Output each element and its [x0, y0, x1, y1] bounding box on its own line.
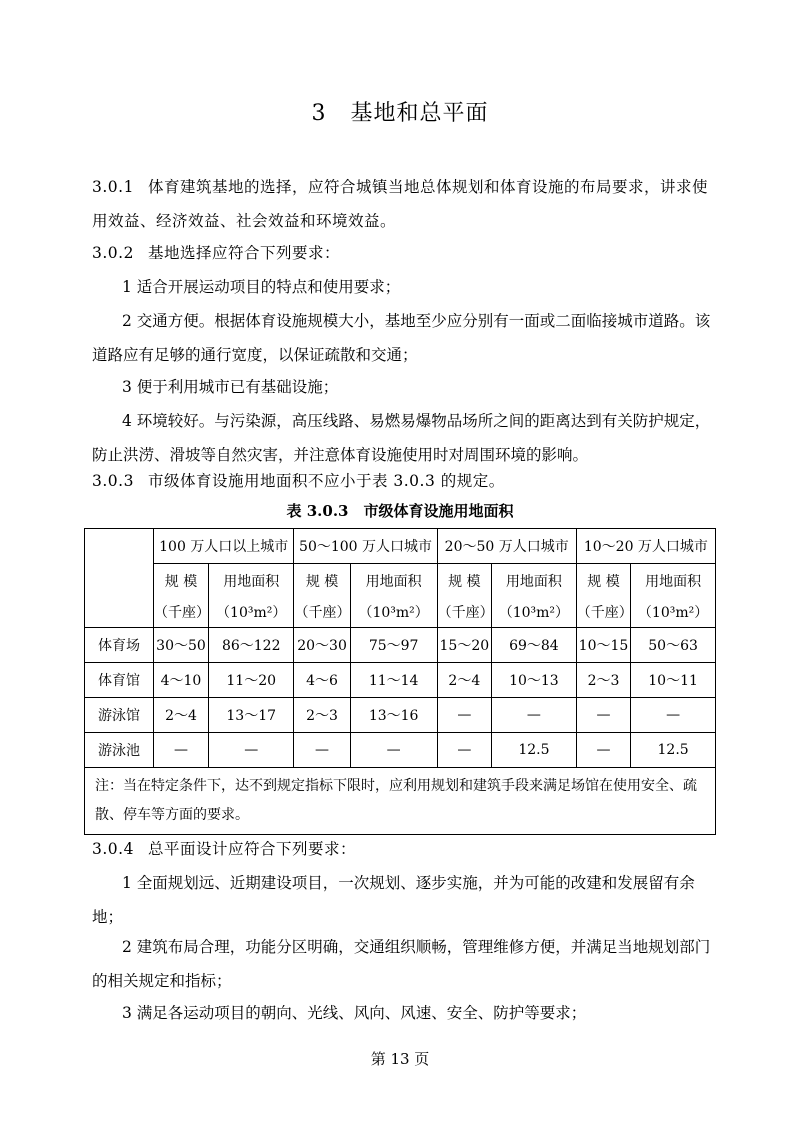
scale-header: 规 模 — [437, 564, 491, 598]
table-cell: — — [631, 698, 716, 733]
corner-cell — [85, 529, 154, 628]
table-cell: 86～122 — [208, 628, 293, 663]
table-cell: 12.5 — [492, 733, 577, 768]
clause-text: 总平面设计应符合下列要求： — [147, 840, 356, 858]
section-title — [0, 96, 800, 127]
area-unit: （10³m²） — [208, 597, 293, 628]
scale-unit: （千座） — [294, 597, 350, 628]
table-cell: 13～16 — [350, 698, 437, 733]
table-cell: — — [154, 733, 209, 768]
page-number: 第 13 页 — [370, 1050, 430, 1068]
table-cell: 15～20 — [437, 628, 491, 663]
table-note-row — [85, 768, 716, 835]
group-header: 10～20 万人口城市 — [576, 529, 715, 564]
clause-number: 3.0.2 — [92, 244, 134, 262]
table-cell: — — [492, 698, 577, 733]
table-cell: — — [208, 733, 293, 768]
row-label: 体育场 — [85, 628, 154, 663]
table-cell: 2～3 — [294, 698, 350, 733]
clause-3-0-1 — [92, 170, 722, 238]
table-unit-row — [85, 597, 716, 628]
table-cell: 2～3 — [576, 663, 630, 698]
table-cell: 11～20 — [208, 663, 293, 698]
scale-unit: （千座） — [154, 597, 209, 628]
area-header: 用地面积 — [350, 564, 437, 598]
table-cell: 12.5 — [631, 733, 716, 768]
group-header: 20～50 万人口城市 — [437, 529, 576, 564]
clause-number: 3.0.1 — [92, 178, 134, 196]
table-cell: 2～4 — [154, 698, 209, 733]
section-number: 3 — [311, 101, 327, 126]
clause-3-0-3 — [92, 464, 722, 498]
area-header: 用地面积 — [208, 564, 293, 598]
scale-header: 规 模 — [294, 564, 350, 598]
table-cell: 69～84 — [492, 628, 577, 663]
area-unit: （10³m²） — [631, 597, 716, 628]
list-item: 3 便于利用城市已有基础设施； — [122, 378, 339, 396]
table-cell: 10～11 — [631, 663, 716, 698]
row-label: 游泳馆 — [85, 698, 154, 733]
table-cell: 10～15 — [576, 628, 630, 663]
scale-header: 规 模 — [154, 564, 209, 598]
table-caption: 表 3.0.3 市级体育设施用地面积 — [286, 502, 514, 520]
table-cell: — — [437, 698, 491, 733]
clause-text: 市级体育设施用地面积不应小于表 3.0.3 的规定。 — [147, 472, 505, 490]
list-item: 1 适合开展运动项目的特点和使用要求； — [122, 278, 401, 296]
table-cell: 4～10 — [154, 663, 209, 698]
table-cell: 20～30 — [294, 628, 350, 663]
table-cell: — — [576, 733, 630, 768]
table-subheader-row — [85, 564, 716, 598]
list-item: 1 全面规划远、近期建设项目，一次规划、逐步实施，并为可能的改建和发展留有余地； — [92, 874, 695, 926]
table-cell: — — [294, 733, 350, 768]
scale-unit: （千座） — [437, 597, 491, 628]
table-cell: 75～97 — [350, 628, 437, 663]
row-label: 体育馆 — [85, 663, 154, 698]
area-unit: （10³m²） — [350, 597, 437, 628]
scale-unit: （千座） — [576, 597, 630, 628]
table-cell: — — [576, 698, 630, 733]
list-item: 2 建筑布局合理，功能分区明确，交通组织顺畅，管理维修方便，并满足当地规划部门的相关规定和指标； — [92, 938, 711, 990]
table-cell: 11～14 — [350, 663, 437, 698]
group-header: 100 万人口以上城市 — [154, 529, 294, 564]
clause-number: 3.0.3 — [92, 472, 134, 490]
area-unit: （10³m²） — [492, 597, 577, 628]
list-item: 2 交通方便。根据体育设施规模大小，基地至少应分别有一面或二面临接城市道路。该道路应有足够的通行宽度，以保证疏散和交通； — [92, 312, 711, 364]
table-cell: — — [350, 733, 437, 768]
list-item: 4 环境较好。与污染源，高压线路、易燃易爆物品场所之间的距离达到有关防护规定，防止洪涝、滑坡等自然灾害，并注意体育设施使用时对周围环境的影响。 — [92, 412, 711, 464]
table-cell: — — [437, 733, 491, 768]
table-cell: 30～50 — [154, 628, 209, 663]
clause-text: 体育建筑基地的选择，应符合城镇当地总体规划和体育设施的布局要求，讲求使用效益、经济效益、社会效益和环境效益。 — [92, 178, 708, 230]
table-note: 注：当在特定条件下，达不到规定指标下限时，应利用规划和建筑手段来满足场馆在使用安全、疏散、停车等方面的要求。 — [85, 768, 716, 835]
row-label: 游泳池 — [85, 733, 154, 768]
group-header: 50～100 万人口城市 — [294, 529, 437, 564]
area-header: 用地面积 — [492, 564, 577, 598]
table-cell: 13～17 — [208, 698, 293, 733]
table-row — [85, 733, 716, 768]
land-area-table — [84, 528, 716, 835]
scale-header: 规 模 — [576, 564, 630, 598]
table-row — [85, 698, 716, 733]
area-header: 用地面积 — [631, 564, 716, 598]
clause-3-0-2 — [92, 236, 722, 270]
table-header-row — [85, 529, 716, 564]
table-cell: 50～63 — [631, 628, 716, 663]
list-item: 3 满足各运动项目的朝向、光线、风向、风速、安全、防护等要求； — [122, 1004, 587, 1022]
table-row — [85, 628, 716, 663]
table-cell: 4～6 — [294, 663, 350, 698]
table-cell: 2～4 — [437, 663, 491, 698]
clause-number: 3.0.4 — [92, 840, 134, 858]
table-row — [85, 663, 716, 698]
clause-3-0-4 — [92, 832, 722, 866]
section-heading: 基地和总平面 — [350, 101, 489, 126]
clause-text: 基地选择应符合下列要求： — [147, 244, 340, 262]
table-cell: 10～13 — [492, 663, 577, 698]
